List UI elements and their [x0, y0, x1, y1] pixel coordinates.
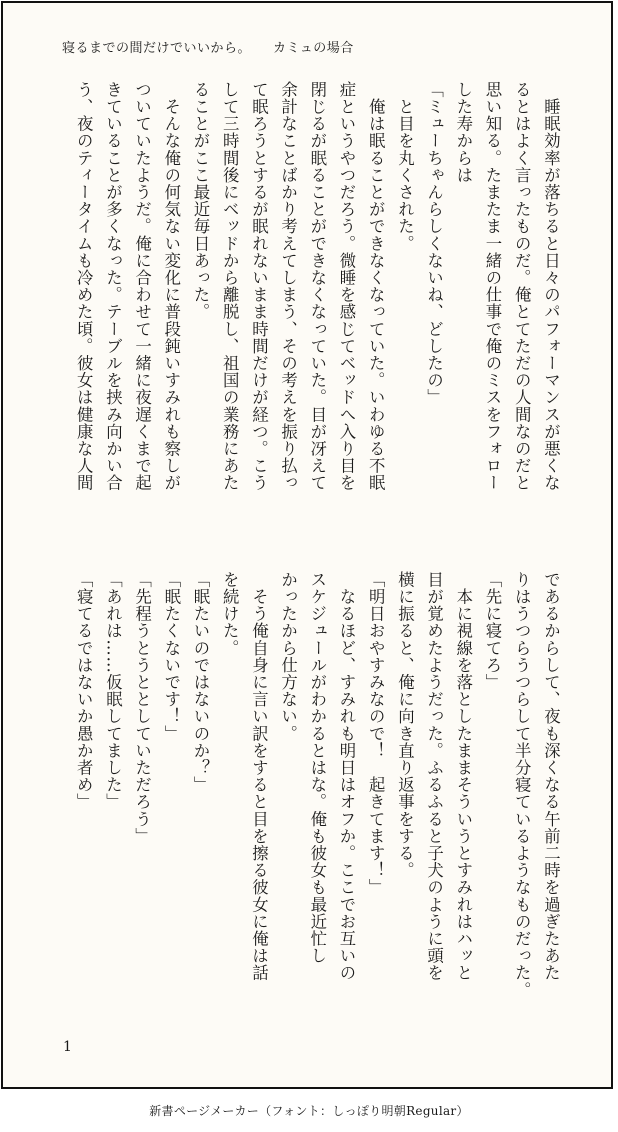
text-line: 「ミューちゃんらしくないね、どしたの」	[424, 81, 444, 406]
text-line: した寿からは	[453, 81, 473, 184]
text-line: と目を丸くされた。	[395, 81, 415, 252]
text-line: を続けた。	[220, 571, 240, 657]
text-line: 症というやつだろう。微睡を感じてベッドへ入り目を	[337, 81, 356, 492]
text-line: 「明日おやすみなので！ 起きてます！」	[366, 571, 386, 896]
footer-credit: 新書ページメーカー（フォント：しっぽり明朝Regular）	[149, 1104, 469, 1118]
text-line: 「眠たいのではないのか？」	[191, 571, 210, 794]
text-line: 余計なことばかり考えてしまう、その考えを振り払っ	[278, 81, 298, 492]
text-line: 横に振ると、俺に向き直り返事をする。	[395, 571, 415, 879]
text-line: スケジュールがわかるとはな。俺も彼女も最近忙し	[307, 571, 327, 965]
page-number: 1	[63, 1039, 72, 1055]
text-line: 目が覚めたようだった。ふるふると子犬のように頭を	[424, 571, 444, 982]
text-line: 「先に寝てろ」	[483, 571, 502, 691]
text-line: 閉じるが眠ることができなくなっていた。目が冴えて	[307, 81, 327, 492]
text-line: 「先程うとうととしていただろう」	[132, 571, 152, 845]
running-header	[62, 37, 354, 56]
book-title: 寝るまでの間だけでいいから。	[62, 41, 252, 56]
text-line: ることがここ最近毎日あった。	[191, 81, 210, 321]
text-line: なるほど、すみれも明日はオフか。ここでお互いの	[337, 571, 356, 982]
text-line: 「あれは……仮眠してました」	[103, 571, 123, 811]
text-line: 本に視線を落としたままそういうとすみれはハッと	[453, 571, 473, 982]
text-line: 俺は眠ることができなくなっていた。いわゆる不眠	[366, 81, 386, 492]
text-line: 睡眠効率が落ちると日々のパフォーマンスが悪くな	[541, 81, 561, 492]
text-line: 思い知る。たまたま一緒の仕事で俺のミスをフォロー	[483, 81, 502, 492]
text-line: て眠ろうとするが眠れないまま時間だけが経つ。こう	[249, 81, 269, 492]
text-line: りはうつらうつらして半分寝ているようなものだった。	[512, 571, 532, 999]
text-line: う、夜のティータイムも冷めた頃。彼女は健康な人間	[74, 81, 94, 492]
text-line: 「眠たくないです！」	[161, 571, 181, 742]
text-line: そう俺自身に言い訳をすると目を擦る彼女に俺は話	[249, 571, 269, 982]
book-page	[1, 1, 613, 1089]
text-line: そんな俺の何気ない変化に普段鈍いすみれも察しが	[161, 81, 181, 492]
chapter-title: カミュの場合	[273, 41, 354, 56]
text-line: きていることが多くなった。テーブルを挟み向かい合	[103, 81, 123, 492]
text-line: 「寝てるではないか愚か者め」	[74, 571, 94, 811]
text-line: であるからして、夜も深くなる午前二時を過ぎたあた	[541, 571, 561, 982]
text-line: して三時間後にベッドから離脱し、祖国の業務にあた	[220, 81, 240, 492]
text-line: かったから仕方ない。	[278, 571, 298, 742]
text-line: るとはよく言ったものだ。俺とてただの人間なのだと	[512, 81, 532, 492]
text-line: ついていたようだ。俺に合わせて一緒に夜遅くまで起	[132, 81, 152, 492]
